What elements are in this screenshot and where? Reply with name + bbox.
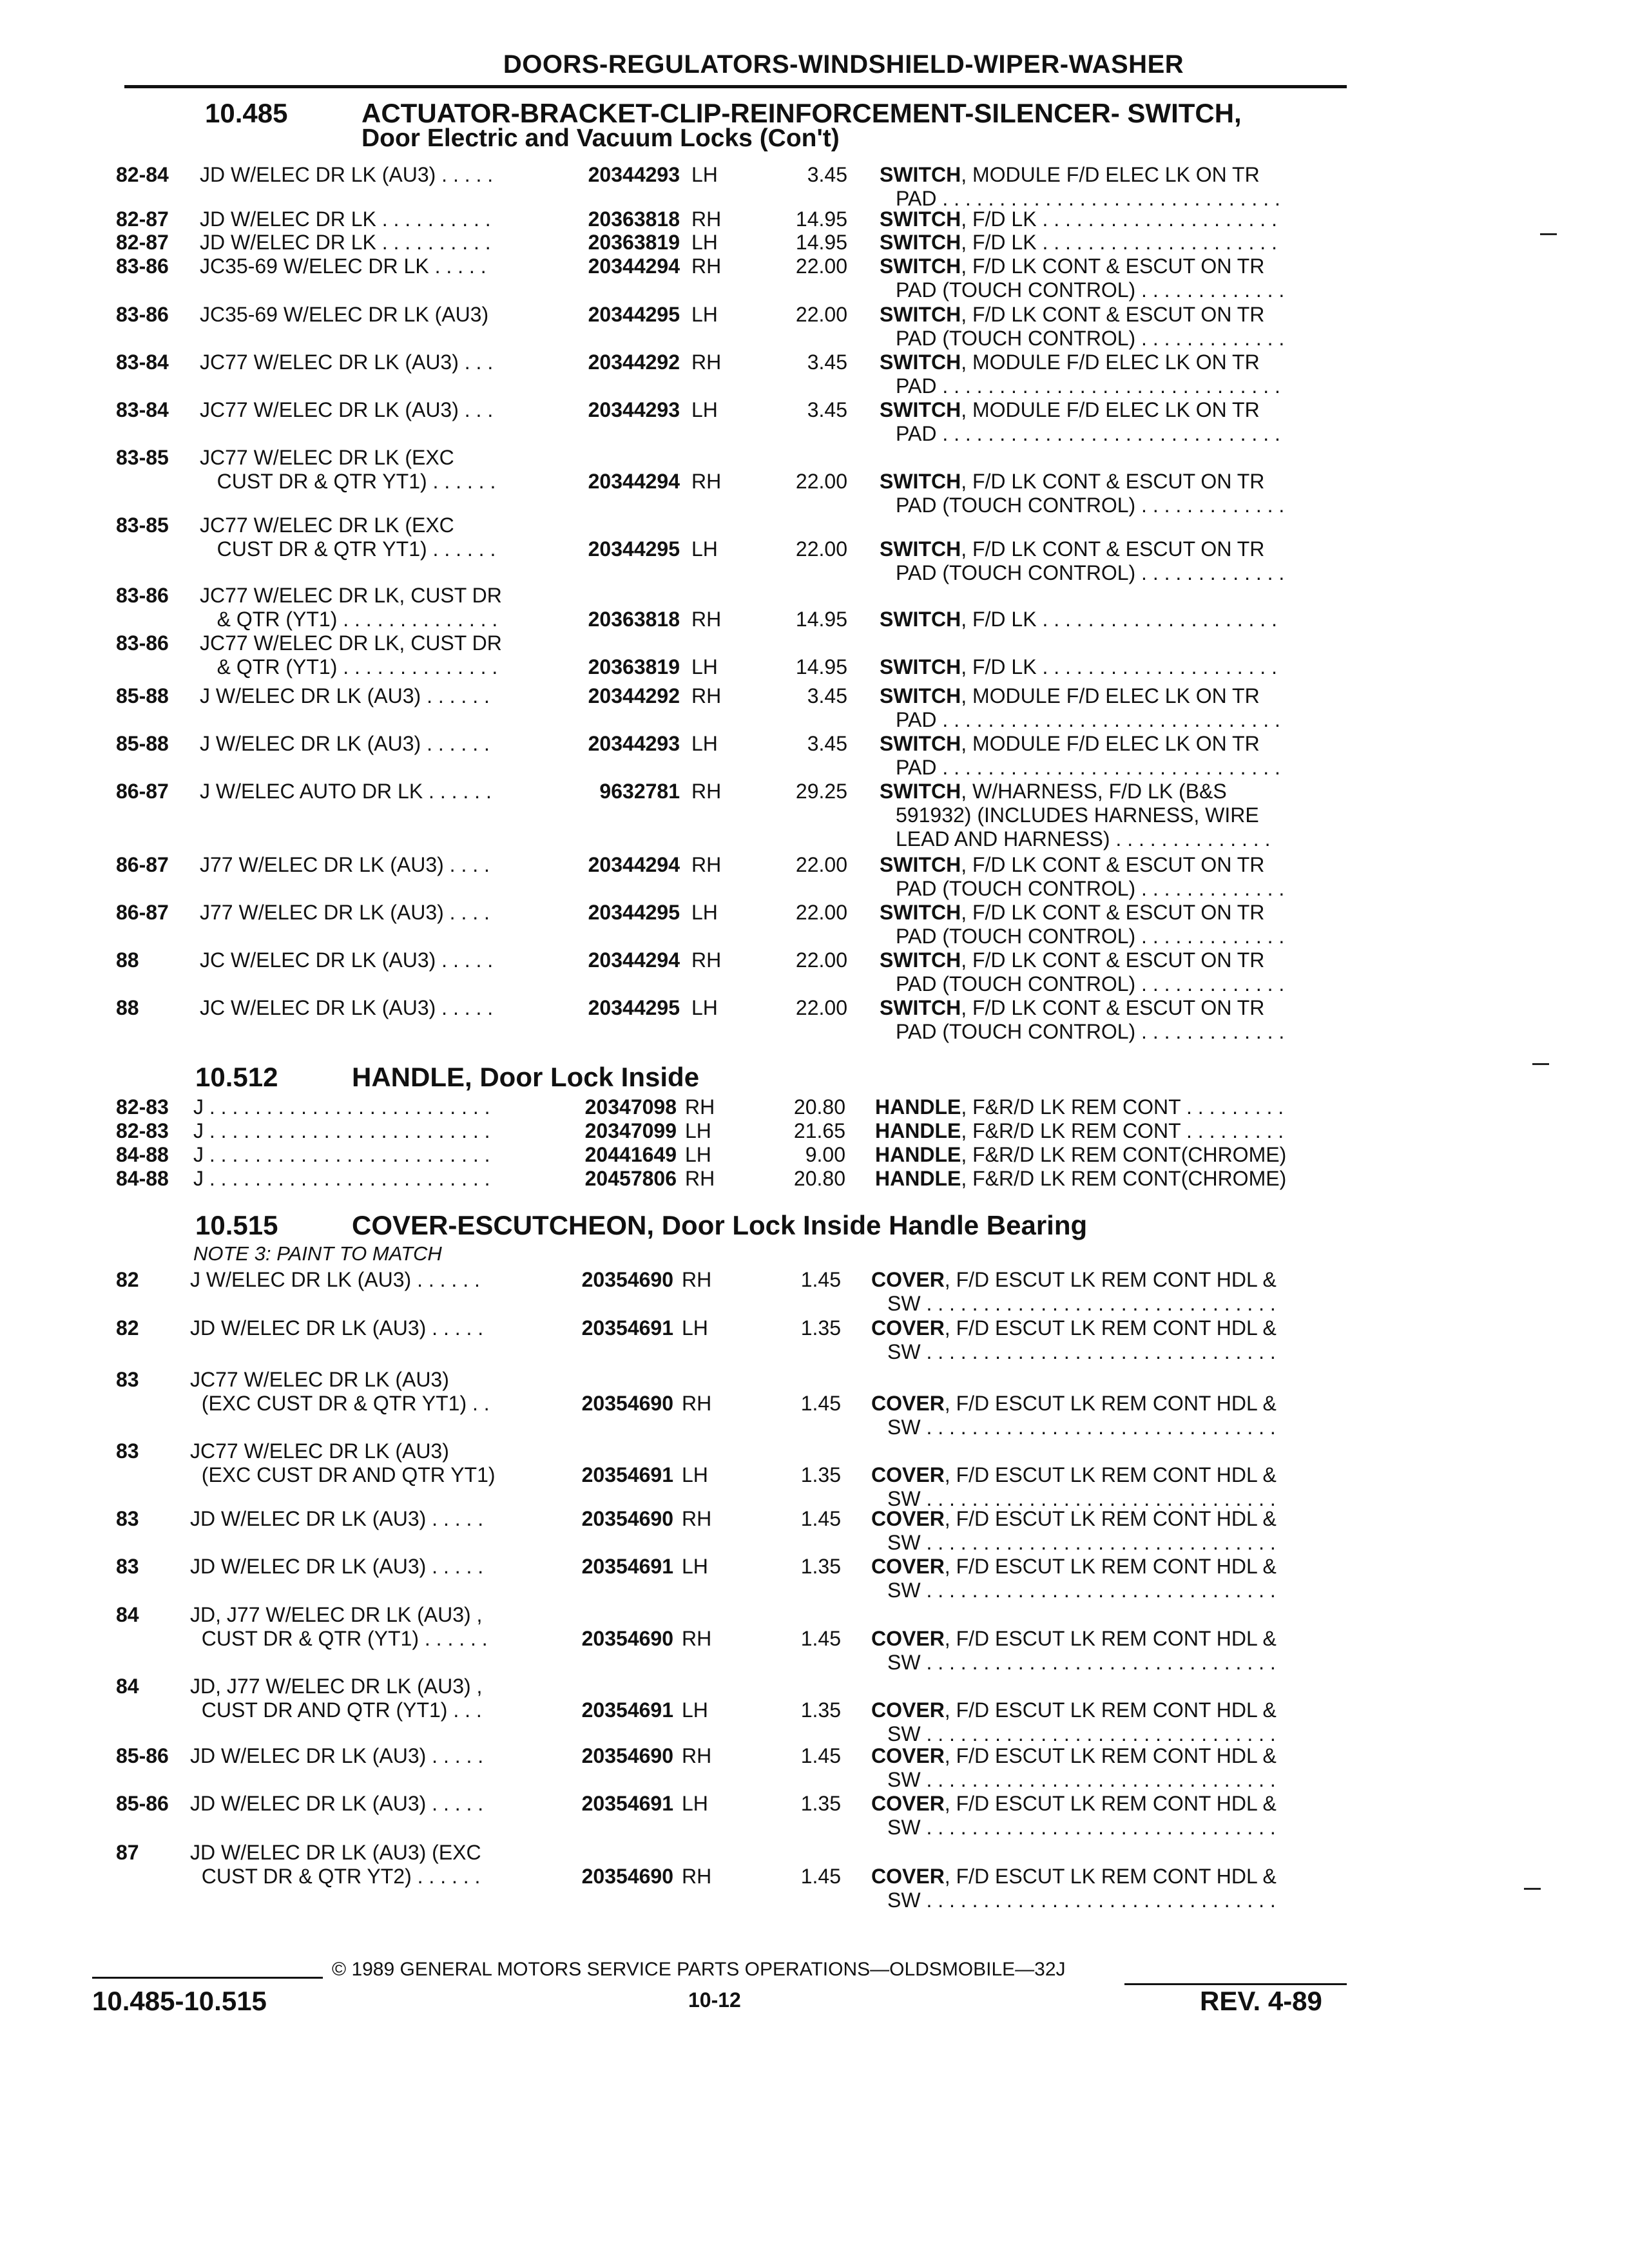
model-line: JD W/ELEC DR LK (AU3) (EXC <box>190 1841 481 1864</box>
model-years: 83-86 <box>116 303 169 326</box>
description-line: SWITCH, F/D LK . . . . . . . . . . . . . . . . . . . . . <box>880 231 1277 254</box>
model-line: CUST DR & QTR YT2) . . . . . . <box>190 1865 481 1888</box>
model-years: 82-87 <box>116 207 169 231</box>
description-line: SWITCH, W/HARNESS, F/D LK (B&S <box>880 780 1227 803</box>
side-code: LH <box>685 1119 711 1142</box>
description-line: SW . . . . . . . . . . . . . . . . . . . . . . . . . . . . . . . <box>887 1722 1276 1745</box>
list-price: 3.45 <box>807 398 847 421</box>
description-line: SWITCH, F/D LK . . . . . . . . . . . . . . . . . . . . . <box>880 655 1277 678</box>
side-code: LH <box>691 231 718 254</box>
description-keyword: SWITCH <box>880 231 961 254</box>
part-number: 20363819 <box>588 655 680 678</box>
model-years: 86-87 <box>116 853 169 876</box>
description-keyword: COVER <box>871 1555 945 1578</box>
part-number: 20363819 <box>588 231 680 254</box>
list-price: 1.35 <box>800 1555 841 1578</box>
model-line: JC W/ELEC DR LK (AU3) . . . . . <box>200 996 494 1019</box>
part-number: 20344294 <box>588 255 680 278</box>
list-price: 22.00 <box>795 996 847 1019</box>
model-years: 83-86 <box>116 255 169 278</box>
model-line: CUST DR AND QTR (YT1) . . . <box>190 1698 482 1722</box>
model-line: JC77 W/ELEC DR LK (AU3) <box>190 1439 449 1463</box>
model-line: & QTR (YT1) . . . . . . . . . . . . . . <box>200 655 498 678</box>
model-years: 87 <box>116 1841 139 1864</box>
side-code: LH <box>685 1143 711 1166</box>
part-number: 20344294 <box>588 853 680 876</box>
side-code: LH <box>691 901 718 924</box>
side-code: RH <box>682 1507 712 1530</box>
description-line: COVER, F/D ESCUT LK REM CONT HDL & <box>871 1744 1277 1767</box>
description-keyword: COVER <box>871 1268 945 1291</box>
model-line: JC W/ELEC DR LK (AU3) . . . . . <box>200 948 494 972</box>
description-line: PAD (TOUCH CONTROL) . . . . . . . . . . . . . <box>896 1020 1285 1043</box>
model-line: JC77 W/ELEC DR LK (AU3) <box>190 1368 449 1391</box>
description-line: SW . . . . . . . . . . . . . . . . . . . . . . . . . . . . . . . <box>887 1651 1276 1674</box>
model-line: JD W/ELEC DR LK (AU3) . . . . . <box>190 1744 484 1767</box>
model-line: CUST DR & QTR YT1) . . . . . . <box>200 537 496 561</box>
model-years: 82-83 <box>116 1119 169 1142</box>
side-code: LH <box>691 732 718 755</box>
description-line: COVER, F/D ESCUT LK REM CONT HDL & <box>871 1316 1277 1340</box>
model-years: 82 <box>116 1268 139 1291</box>
list-price: 1.45 <box>800 1865 841 1888</box>
part-number: 20344295 <box>588 996 680 1019</box>
description-line: SWITCH, F/D LK . . . . . . . . . . . . . . . . . . . . . <box>880 207 1277 231</box>
header-rule <box>124 85 1347 88</box>
description-line: PAD (TOUCH CONTROL) . . . . . . . . . . . . . <box>896 925 1285 948</box>
part-number: 20363818 <box>588 608 680 631</box>
description-keyword: COVER <box>871 1744 945 1767</box>
model-line: J . . . . . . . . . . . . . . . . . . . . . . . . . <box>193 1119 490 1142</box>
page-header-text: DOORS-REGULATORS-WINDSHIELD-WIPER-WASHER <box>503 50 1184 79</box>
description-line: SWITCH, MODULE F/D ELEC LK ON TR <box>880 684 1260 707</box>
description-line: SWITCH, F/D LK CONT & ESCUT ON TR <box>880 255 1265 278</box>
list-price: 22.00 <box>795 537 847 561</box>
part-number: 20354690 <box>581 1268 673 1291</box>
list-price: 21.65 <box>793 1119 845 1142</box>
list-price: 22.00 <box>795 853 847 876</box>
description-keyword: SWITCH <box>880 398 961 421</box>
section-subtitle: Door Electric and Vacuum Locks (Con't) <box>361 124 840 152</box>
description-keyword: SWITCH <box>880 948 961 972</box>
part-number: 20344295 <box>588 901 680 924</box>
description-keyword: HANDLE <box>875 1119 961 1142</box>
part-number: 20354691 <box>581 1792 673 1815</box>
description-keyword: COVER <box>871 1865 945 1888</box>
description-line: SWITCH, F/D LK CONT & ESCUT ON TR <box>880 901 1265 924</box>
list-price: 14.95 <box>795 608 847 631</box>
model-years: 84-88 <box>116 1143 169 1166</box>
description-line: COVER, F/D ESCUT LK REM CONT HDL & <box>871 1507 1277 1530</box>
description-line: HANDLE, F&R/D LK REM CONT . . . . . . . . . <box>875 1095 1284 1119</box>
model-line: JC77 W/ELEC DR LK (AU3) . . . <box>200 351 494 374</box>
list-price: 1.45 <box>800 1392 841 1415</box>
list-price: 9.00 <box>805 1143 845 1166</box>
description-line: PAD (TOUCH CONTROL) . . . . . . . . . . . . . <box>896 494 1285 517</box>
model-line: JD W/ELEC DR LK . . . . . . . . . . <box>200 207 491 231</box>
description-line: SWITCH, MODULE F/D ELEC LK ON TR <box>880 351 1260 374</box>
margin-mark <box>1532 1063 1549 1065</box>
footer-section-range: 10.485-10.515 <box>92 1986 267 2016</box>
section-title: HANDLE, Door Lock Inside <box>352 1062 700 1092</box>
description-keyword: COVER <box>871 1627 945 1650</box>
description-keyword: COVER <box>871 1392 945 1415</box>
model-years: 85-86 <box>116 1744 169 1767</box>
description-line: COVER, F/D ESCUT LK REM CONT HDL & <box>871 1463 1277 1486</box>
description-line: SWITCH, F/D LK CONT & ESCUT ON TR <box>880 853 1265 876</box>
model-line: J W/ELEC DR LK (AU3) . . . . . . <box>190 1268 480 1291</box>
section-number: 10.515 <box>195 1210 278 1240</box>
model-years: 82-87 <box>116 231 169 254</box>
description-keyword: COVER <box>871 1792 945 1815</box>
side-code: RH <box>682 1744 712 1767</box>
description-keyword: SWITCH <box>880 996 961 1019</box>
side-code: LH <box>682 1698 708 1722</box>
description-keyword: SWITCH <box>880 684 961 707</box>
model-years: 86-87 <box>116 780 169 803</box>
margin-mark <box>1524 1888 1541 1890</box>
description-line: PAD . . . . . . . . . . . . . . . . . . . . . . . . . . . . . . <box>896 422 1280 445</box>
list-price: 20.80 <box>793 1095 845 1119</box>
list-price: 1.35 <box>800 1698 841 1722</box>
section-number: 10.485 <box>205 98 288 128</box>
description-keyword: HANDLE <box>875 1167 961 1190</box>
description-line: SW . . . . . . . . . . . . . . . . . . . . . . . . . . . . . . . <box>887 1340 1276 1363</box>
side-code: RH <box>682 1627 712 1650</box>
list-price: 29.25 <box>795 780 847 803</box>
part-number: 20344294 <box>588 948 680 972</box>
model-years: 83 <box>116 1439 139 1463</box>
description-line: SW . . . . . . . . . . . . . . . . . . . . . . . . . . . . . . . <box>887 1487 1276 1510</box>
list-price: 1.45 <box>800 1627 841 1650</box>
model-line: CUST DR & QTR YT1) . . . . . . <box>200 470 496 493</box>
side-code: RH <box>682 1268 712 1291</box>
description-line: PAD (TOUCH CONTROL) . . . . . . . . . . . . . <box>896 327 1285 350</box>
description-line: SWITCH, MODULE F/D ELEC LK ON TR <box>880 398 1260 421</box>
side-code: RH <box>685 1095 715 1119</box>
section-note: NOTE 3: PAINT TO MATCH <box>193 1242 442 1265</box>
model-line: JD W/ELEC DR LK . . . . . . . . . . <box>200 231 491 254</box>
description-line: PAD (TOUCH CONTROL) . . . . . . . . . . . . . <box>896 972 1285 995</box>
description-line: PAD (TOUCH CONTROL) . . . . . . . . . . . . . <box>896 561 1285 584</box>
side-code: LH <box>691 537 718 561</box>
side-code: LH <box>682 1555 708 1578</box>
description-line: HANDLE, F&R/D LK REM CONT(CHROME) <box>875 1143 1287 1166</box>
side-code: RH <box>691 684 722 707</box>
description-line: SW . . . . . . . . . . . . . . . . . . . . . . . . . . . . . . . <box>887 1579 1276 1602</box>
description-keyword: COVER <box>871 1507 945 1530</box>
list-price: 1.45 <box>800 1268 841 1291</box>
description-keyword: COVER <box>871 1698 945 1722</box>
part-number: 20457806 <box>584 1167 677 1190</box>
part-number: 20354690 <box>581 1744 673 1767</box>
description-line: SW . . . . . . . . . . . . . . . . . . . . . . . . . . . . . . . <box>887 1816 1276 1839</box>
description-line: COVER, F/D ESCUT LK REM CONT HDL & <box>871 1392 1277 1415</box>
part-number: 20344293 <box>588 163 680 186</box>
list-price: 14.95 <box>795 655 847 678</box>
description-line: COVER, F/D ESCUT LK REM CONT HDL & <box>871 1698 1277 1722</box>
model-line: JD W/ELEC DR LK (AU3) . . . . . <box>190 1316 484 1340</box>
model-years: 83-84 <box>116 351 169 374</box>
description-keyword: COVER <box>871 1463 945 1486</box>
description-keyword: SWITCH <box>880 608 961 631</box>
description-line: PAD . . . . . . . . . . . . . . . . . . . . . . . . . . . . . . <box>896 708 1280 731</box>
description-keyword: SWITCH <box>880 853 961 876</box>
description-line: SW . . . . . . . . . . . . . . . . . . . . . . . . . . . . . . . <box>887 1531 1276 1554</box>
description-line: PAD (TOUCH CONTROL) . . . . . . . . . . . . . <box>896 877 1285 900</box>
side-code: RH <box>685 1167 715 1190</box>
description-line: SWITCH, F/D LK CONT & ESCUT ON TR <box>880 948 1265 972</box>
model-years: 83 <box>116 1507 139 1530</box>
description-keyword: SWITCH <box>880 901 961 924</box>
description-line: SWITCH, MODULE F/D ELEC LK ON TR <box>880 163 1260 186</box>
model-line: JC77 W/ELEC DR LK, CUST DR <box>200 584 502 607</box>
part-number: 20354691 <box>581 1463 673 1486</box>
model-years: 88 <box>116 996 139 1019</box>
description-keyword: SWITCH <box>880 780 961 803</box>
footer-rule-right <box>1124 1983 1347 1985</box>
model-line: J W/ELEC AUTO DR LK . . . . . . <box>200 780 492 803</box>
description-line: SWITCH, F/D LK CONT & ESCUT ON TR <box>880 537 1265 561</box>
model-line: J77 W/ELEC DR LK (AU3) . . . . <box>200 901 490 924</box>
description-line: SW . . . . . . . . . . . . . . . . . . . . . . . . . . . . . . . <box>887 1416 1276 1439</box>
model-line: (EXC CUST DR & QTR YT1) . . <box>190 1392 490 1415</box>
model-years: 84-88 <box>116 1167 169 1190</box>
side-code: RH <box>691 255 722 278</box>
side-code: LH <box>691 398 718 421</box>
side-code: RH <box>682 1392 712 1415</box>
list-price: 14.95 <box>795 207 847 231</box>
model-years: 83-85 <box>116 514 169 537</box>
part-number: 20344293 <box>588 732 680 755</box>
description-line: SWITCH, F/D LK CONT & ESCUT ON TR <box>880 303 1265 326</box>
section-title: ACTUATOR-BRACKET-CLIP-REINFORCEMENT-SILENCER- SWITCH, <box>361 98 1242 128</box>
description-line: COVER, F/D ESCUT LK REM CONT HDL & <box>871 1555 1277 1578</box>
model-years: 83-84 <box>116 398 169 421</box>
side-code: RH <box>691 207 722 231</box>
part-number: 20354691 <box>581 1316 673 1340</box>
model-years: 82-84 <box>116 163 169 186</box>
side-code: LH <box>691 303 718 326</box>
description-keyword: SWITCH <box>880 655 961 678</box>
model-years: 83-85 <box>116 446 169 469</box>
list-price: 22.00 <box>795 901 847 924</box>
model-line: CUST DR & QTR (YT1) . . . . . . <box>190 1627 488 1650</box>
part-number: 20441649 <box>584 1143 677 1166</box>
model-years: 82-83 <box>116 1095 169 1119</box>
description-line: PAD . . . . . . . . . . . . . . . . . . . . . . . . . . . . . . <box>896 374 1280 398</box>
side-code: LH <box>682 1316 708 1340</box>
model-line: JC77 W/ELEC DR LK (EXC <box>200 446 454 469</box>
description-keyword: SWITCH <box>880 351 961 374</box>
model-years: 83 <box>116 1368 139 1391</box>
description-line: COVER, F/D ESCUT LK REM CONT HDL & <box>871 1627 1277 1650</box>
list-price: 3.45 <box>807 684 847 707</box>
model-years: 85-88 <box>116 732 169 755</box>
list-price: 22.00 <box>795 255 847 278</box>
margin-mark <box>1540 233 1557 235</box>
model-line: JD, J77 W/ELEC DR LK (AU3) , <box>190 1603 483 1626</box>
part-number: 20344292 <box>588 684 680 707</box>
side-code: RH <box>682 1865 712 1888</box>
side-code: LH <box>691 655 718 678</box>
side-code: RH <box>691 608 722 631</box>
part-number: 20354691 <box>581 1555 673 1578</box>
model-years: 84 <box>116 1675 139 1698</box>
description-line: SWITCH, F/D LK CONT & ESCUT ON TR <box>880 470 1265 493</box>
part-number: 20363818 <box>588 207 680 231</box>
model-years: 82 <box>116 1316 139 1340</box>
model-line: JC77 W/ELEC DR LK (AU3) . . . <box>200 398 494 421</box>
list-price: 22.00 <box>795 470 847 493</box>
description-line: HANDLE, F&R/D LK REM CONT . . . . . . . . . <box>875 1119 1284 1142</box>
model-years: 83-86 <box>116 631 169 655</box>
model-line: (EXC CUST DR AND QTR YT1) <box>190 1463 496 1486</box>
list-price: 1.35 <box>800 1792 841 1815</box>
part-number: 20347098 <box>584 1095 677 1119</box>
model-years: 86-87 <box>116 901 169 924</box>
part-number: 20344293 <box>588 398 680 421</box>
part-number: 20344292 <box>588 351 680 374</box>
description-line: COVER, F/D ESCUT LK REM CONT HDL & <box>871 1865 1277 1888</box>
list-price: 20.80 <box>793 1167 845 1190</box>
description-line: PAD (TOUCH CONTROL) . . . . . . . . . . . . . <box>896 278 1285 302</box>
footer-revision: REV. 4-89 <box>1200 1986 1322 2016</box>
list-price: 1.45 <box>800 1744 841 1767</box>
description-line: SW . . . . . . . . . . . . . . . . . . . . . . . . . . . . . . . <box>887 1768 1276 1791</box>
description-line: SWITCH, F/D LK CONT & ESCUT ON TR <box>880 996 1265 1019</box>
description-keyword: SWITCH <box>880 207 961 231</box>
model-line: JD W/ELEC DR LK (AU3) . . . . . <box>190 1507 484 1530</box>
model-line: J . . . . . . . . . . . . . . . . . . . . . . . . . <box>193 1143 490 1166</box>
model-years: 85-88 <box>116 684 169 707</box>
side-code: RH <box>691 853 722 876</box>
description-keyword: SWITCH <box>880 303 961 326</box>
description-line: 591932) (INCLUDES HARNESS, WIRE <box>896 803 1259 827</box>
list-price: 1.35 <box>800 1316 841 1340</box>
part-number: 20354690 <box>581 1507 673 1530</box>
model-line: JD, J77 W/ELEC DR LK (AU3) , <box>190 1675 483 1698</box>
footer-rule-left <box>92 1977 323 1979</box>
model-line: J77 W/ELEC DR LK (AU3) . . . . <box>200 853 490 876</box>
side-code: RH <box>691 948 722 972</box>
list-price: 3.45 <box>807 163 847 186</box>
description-line: SW . . . . . . . . . . . . . . . . . . . . . . . . . . . . . . . <box>887 1888 1276 1912</box>
part-number: 20344295 <box>588 303 680 326</box>
description-line: LEAD AND HARNESS) . . . . . . . . . . . . . . <box>896 827 1271 850</box>
side-code: LH <box>691 996 718 1019</box>
model-line: JC77 W/ELEC DR LK, CUST DR <box>200 631 502 655</box>
model-line: J . . . . . . . . . . . . . . . . . . . . . . . . . <box>193 1167 490 1190</box>
description-line: COVER, F/D ESCUT LK REM CONT HDL & <box>871 1792 1277 1815</box>
description-keyword: SWITCH <box>880 163 961 186</box>
model-line: JD W/ELEC DR LK (AU3) . . . . . <box>190 1792 484 1815</box>
side-code: LH <box>682 1792 708 1815</box>
part-number: 20344295 <box>588 537 680 561</box>
description-keyword: COVER <box>871 1316 945 1340</box>
model-line: JD W/ELEC DR LK (AU3) . . . . . <box>200 163 494 186</box>
description-line: PAD . . . . . . . . . . . . . . . . . . . . . . . . . . . . . . <box>896 187 1280 210</box>
list-price: 3.45 <box>807 732 847 755</box>
model-years: 83 <box>116 1555 139 1578</box>
model-line: J . . . . . . . . . . . . . . . . . . . . . . . . . <box>193 1095 490 1119</box>
page-header <box>0 50 1629 79</box>
model-line: J W/ELEC DR LK (AU3) . . . . . . <box>200 684 490 707</box>
model-years: 84 <box>116 1603 139 1626</box>
footer-copyright: © 1989 GENERAL MOTORS SERVICE PARTS OPERATIONS—OLDSMOBILE—32J <box>332 1959 1066 1980</box>
description-keyword: SWITCH <box>880 732 961 755</box>
side-code: RH <box>691 351 722 374</box>
part-number: 20354690 <box>581 1865 673 1888</box>
model-years: 85-86 <box>116 1792 169 1815</box>
description-line: SWITCH, MODULE F/D ELEC LK ON TR <box>880 732 1260 755</box>
model-line: JC35-69 W/ELEC DR LK . . . . . <box>200 255 487 278</box>
part-number: 20347099 <box>584 1119 677 1142</box>
model-line: J W/ELEC DR LK (AU3) . . . . . . <box>200 732 490 755</box>
part-number: 20344294 <box>588 470 680 493</box>
model-line: & QTR (YT1) . . . . . . . . . . . . . . <box>200 608 498 631</box>
section-number: 10.512 <box>195 1062 278 1092</box>
list-price: 3.45 <box>807 351 847 374</box>
description-line: PAD . . . . . . . . . . . . . . . . . . . . . . . . . . . . . . <box>896 756 1280 779</box>
side-code: RH <box>691 470 722 493</box>
list-price: 1.35 <box>800 1463 841 1486</box>
description-keyword: SWITCH <box>880 255 961 278</box>
side-code: RH <box>691 780 722 803</box>
part-number: 20354691 <box>581 1698 673 1722</box>
part-number: 20354690 <box>581 1627 673 1650</box>
description-keyword: SWITCH <box>880 537 961 561</box>
description-keyword: SWITCH <box>880 470 961 493</box>
description-keyword: HANDLE <box>875 1095 961 1119</box>
list-price: 22.00 <box>795 303 847 326</box>
model-line: JC77 W/ELEC DR LK (EXC <box>200 514 454 537</box>
description-line: HANDLE, F&R/D LK REM CONT(CHROME) <box>875 1167 1287 1190</box>
model-line: JC35-69 W/ELEC DR LK (AU3) <box>200 303 489 326</box>
part-number: 20354690 <box>581 1392 673 1415</box>
model-years: 88 <box>116 948 139 972</box>
description-line: SW . . . . . . . . . . . . . . . . . . . . . . . . . . . . . . . <box>887 1292 1276 1315</box>
description-line: SWITCH, F/D LK . . . . . . . . . . . . . . . . . . . . . <box>880 608 1277 631</box>
list-price: 14.95 <box>795 231 847 254</box>
model-line: JD W/ELEC DR LK (AU3) . . . . . <box>190 1555 484 1578</box>
description-line: COVER, F/D ESCUT LK REM CONT HDL & <box>871 1268 1277 1291</box>
section-title: COVER-ESCUTCHEON, Door Lock Inside Handle Bearing <box>352 1210 1088 1240</box>
footer-page-number: 10-12 <box>688 1988 741 2012</box>
part-number: 9632781 <box>599 780 680 803</box>
list-price: 22.00 <box>795 948 847 972</box>
side-code: LH <box>691 163 718 186</box>
description-keyword: HANDLE <box>875 1143 961 1166</box>
side-code: LH <box>682 1463 708 1486</box>
model-years: 83-86 <box>116 584 169 607</box>
list-price: 1.45 <box>800 1507 841 1530</box>
